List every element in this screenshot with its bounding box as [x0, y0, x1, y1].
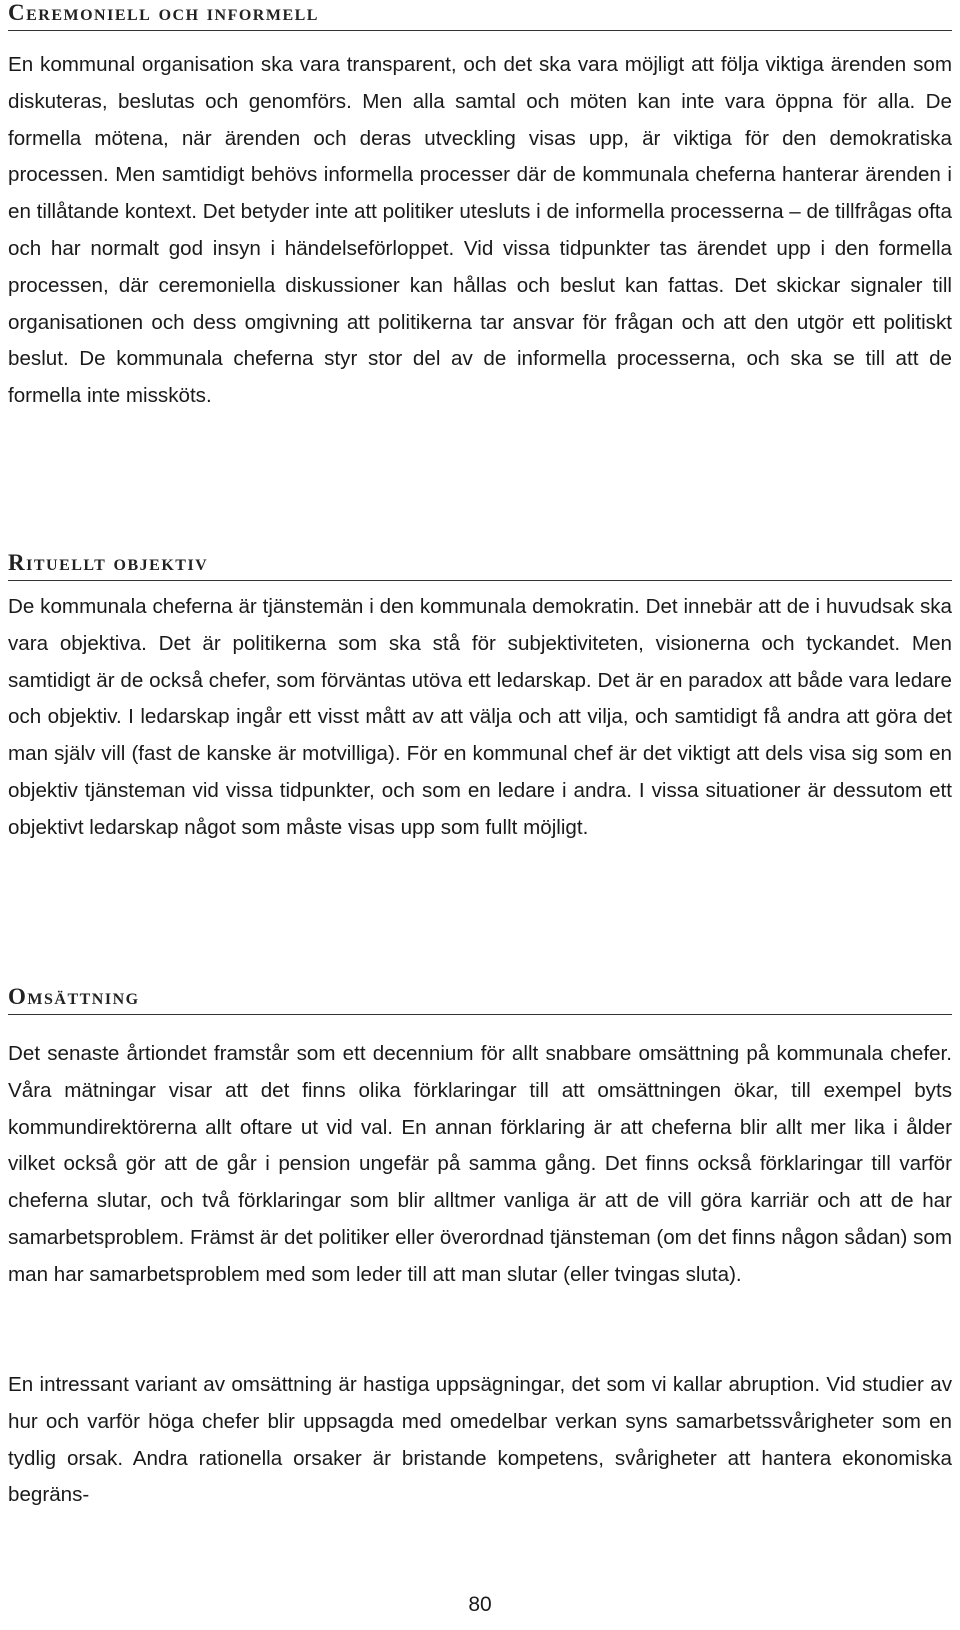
- section-heading-rituellt-objektiv: Rituellt objektiv: [8, 550, 952, 581]
- section-heading-omsattning: Omsättning: [8, 984, 952, 1015]
- paragraph-rituellt-objektiv: De kommunala cheferna är tjänstemän i den kommunala demokratin. Det innebär att de i huvudsak ska vara objektiva. Det är politikerna som ska stå för subjektiviteten, visionerna och tyckandet. Men samtidigt är de också chefer, som förväntas utöva ett ledarskap. Det är en paradox att både vara ledare och objektiv. I ledarskap ingår ett visst mått av att välja och att vilja, och samtidigt få andra att göra det man själv vill (fast de kanske är motvilliga). För en kommunal chef är det viktigt att dels visa sig som en objektiv tjänsteman vid vissa tidpunkter, och som en ledare i andra. I vissa situationer är dessutom ett objektivt ledarskap något som måste visas upp som fullt möjligt.: [8, 595, 952, 839]
- paragraph-ceremoniell: En kommunal organisation ska vara transparent, och det ska vara möjligt att följa viktiga ärenden som diskuteras, beslutas och genomförs. Men alla samtal och möten kan inte vara öppna för alla. De formella mötena, när ärenden och deras utveckling visas upp, är viktiga för den demokratiska processen. Men samtidigt behövs informella processer där de kommunala cheferna hanterar ärenden i en tillåtande kontext. Det betyder inte att politiker utesluts i de informella processerna – de tillfrågas ofta och har normalt god insyn i händelseförloppet. Vid vissa tidpunkter tas ärendet upp i den formella processen, där ceremoniella diskussioner kan hållas och beslut kan fattas. Det skickar signaler till organisationen och dess omgivning att politikerna tar ansvar för frågan och att den utgör ett politiskt beslut. De kommunala cheferna styr stor del av de informella processerna, och ska se till att de formella inte missköts.: [8, 53, 952, 408]
- section-heading-ceremoniell: Ceremoniell och informell: [8, 0, 952, 31]
- page-number: 80: [468, 1593, 492, 1616]
- paragraph-omsattning-1: Det senaste årtiondet framstår som ett decennium för allt snabbare omsättning på kommunala chefer. Våra mätningar visar att det finns olika förklaringar till att omsättningen ökar, till exempel byts kommundirektörerna allt oftare ut vid val. En annan förklaring är att cheferna blir allt mer lika i ålder vilket också gör att de går i pension ungefär på samma gång. Det finns också förklaringar till varför cheferna slutar, och två förklaringar som blir alltmer vanliga är att de vill göra karriär och att de har samarbetsproblem. Främst är det politiker eller överordnad tjänsteman (om det finns någon sådan) som man har samarbetsproblem med som leder till att man slutar (eller tvingas sluta).: [8, 1042, 952, 1286]
- paragraph-omsattning-2: En intressant variant av omsättning är hastiga uppsägningar, det som vi kallar abruption. Vid studier av hur och varför höga chefer blir uppsagda med omedelbar verkan syns samarbetssvårigheter som en tydlig orsak. Andra rationella orsaker är bristande kompetens, svårigheter att hantera ekonomiska begräns-: [8, 1373, 952, 1507]
